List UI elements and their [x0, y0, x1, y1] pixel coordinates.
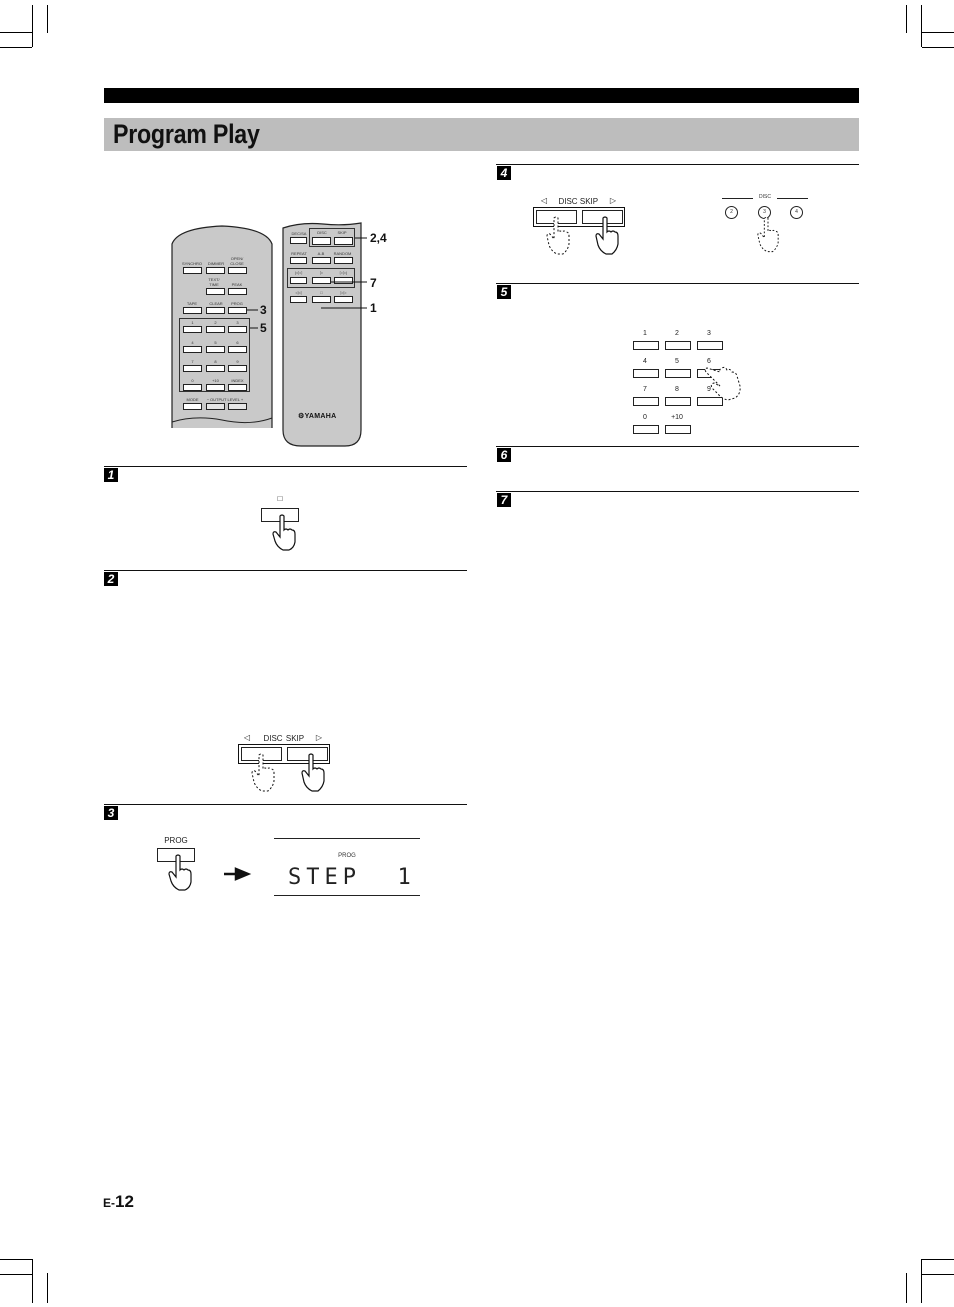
output-level-down-button[interactable]: [206, 403, 225, 410]
disc-panel-rule-right: [777, 198, 808, 199]
display-prog-indicator: PROG: [338, 853, 356, 859]
step-2-left-arrow-icon: ◁: [243, 733, 251, 742]
keypad-label-6: 6: [236, 340, 239, 345]
text-time-button[interactable]: [206, 288, 225, 295]
digit-label-3: 3: [707, 330, 711, 337]
fast-forward-icon: ▷▷: [340, 290, 347, 295]
next-track-icon: ▷▷|: [339, 270, 348, 275]
digit-button-8[interactable]: [665, 397, 691, 406]
open-close-label: OPEN/ CLOSE: [230, 256, 244, 266]
digit-label-0: 0: [643, 414, 647, 421]
repeat-label: REPEAT: [291, 251, 307, 256]
stop-symbol: □: [277, 494, 283, 503]
output-plus-label: +: [240, 397, 244, 402]
digit-button-1[interactable]: [633, 341, 659, 350]
crop-mark: [0, 32, 32, 33]
synchro-button[interactable]: [183, 267, 202, 274]
step-2-number: 2: [104, 572, 118, 586]
remote-disc-label: DISC: [317, 230, 327, 235]
hand-press-icon: [167, 854, 193, 892]
step-6-number: 6: [497, 448, 511, 462]
index-button[interactable]: [228, 384, 247, 391]
digit-label-7: 7: [643, 386, 647, 393]
disc-panel-rule-left: [722, 198, 753, 199]
index-label: INDEX: [231, 378, 244, 383]
rewind-icon: ◁◁: [295, 290, 302, 295]
keypad-button-2[interactable]: [206, 326, 225, 333]
display-panel: [274, 838, 420, 896]
page-title: Program Play: [113, 119, 260, 149]
dimmer-label: DIMMER: [207, 261, 225, 266]
prog-label: PROG: [231, 301, 243, 306]
disc-number-3: 3: [763, 209, 766, 215]
keypad-button-1[interactable]: [183, 326, 202, 333]
digit-button-5[interactable]: [665, 369, 691, 378]
step-4-skip-label: SKIP: [579, 197, 599, 206]
crop-mark: [921, 1259, 922, 1303]
keypad-button-4[interactable]: [183, 346, 202, 353]
callout-1: 1: [370, 301, 377, 315]
callout-3: 3: [260, 303, 267, 317]
step-2-right-arrow-icon: ▷: [315, 733, 323, 742]
callout-7: 7: [370, 276, 377, 290]
tape-button[interactable]: [183, 307, 202, 314]
synchro-label: SYNCHRO: [181, 261, 202, 266]
keypad-button-6[interactable]: [228, 346, 247, 353]
dimmer-button[interactable]: [206, 267, 225, 274]
prev-track-icon: |◁◁: [294, 270, 303, 275]
arrow-right-icon: [224, 868, 250, 880]
callout-5: 5: [260, 321, 267, 335]
crop-mark: [32, 1259, 33, 1303]
disc-number-2: 2: [730, 209, 733, 215]
yamaha-brand-text: YAMAHA: [304, 413, 337, 420]
step-6-rule: [496, 446, 859, 447]
step-4-disc-label: DISC: [558, 197, 578, 206]
step-3-prog-label: PROG: [164, 836, 188, 845]
digit-button-2[interactable]: [665, 341, 691, 350]
crop-mark: [32, 5, 33, 47]
digit-label-5: 5: [675, 358, 679, 365]
tape-label: TAPE: [186, 301, 198, 306]
step-4-right-arrow-icon: ▷: [609, 196, 617, 205]
crop-mark: [0, 1259, 32, 1260]
hand-dotted-icon: [756, 215, 780, 255]
header-bar: [104, 88, 859, 103]
callout-2-4: 2,4: [370, 231, 387, 245]
output-level-label: OUTPUT LEVEL: [210, 397, 240, 402]
keypad-label-8: 8: [214, 359, 217, 364]
step-4-rule: [496, 164, 859, 165]
page-number-value: 12: [115, 1192, 134, 1211]
random-label: RANDOM: [333, 251, 352, 256]
keypad-button-9[interactable]: [228, 365, 247, 372]
peak-label: PEAK: [231, 282, 243, 287]
remote-skip-label: SKIP: [337, 230, 347, 235]
digit-label-8: 8: [675, 386, 679, 393]
digit-label-plus10: +10: [671, 414, 683, 421]
keypad-button-plus10[interactable]: [206, 384, 225, 391]
disc-panel-label: DISC: [759, 194, 771, 200]
a-b-label: A-B: [317, 251, 325, 256]
hand-dotted-icon: [545, 216, 571, 256]
output-minus-label: −: [206, 397, 210, 402]
yamaha-emblem-icon: ⚙: [298, 413, 305, 420]
keypad-button-7[interactable]: [183, 365, 202, 372]
disc-number-4: 4: [795, 209, 798, 215]
step-2-rule: [104, 570, 467, 571]
crop-mark: [906, 1273, 907, 1303]
step-2-skip-label: SKIP: [285, 734, 305, 743]
crop-mark: [47, 5, 48, 33]
yamaha-logo: [298, 412, 336, 420]
display-step-text: STEP 1: [288, 865, 416, 890]
clear-label: CLEAR: [209, 301, 223, 306]
keypad-label-1: 1: [191, 320, 194, 325]
stop-icon: □: [320, 290, 323, 295]
keypad-label-3: 3: [236, 320, 239, 325]
crop-mark: [47, 1273, 48, 1303]
keypad-button-5[interactable]: [206, 346, 225, 353]
digit-button-0[interactable]: [633, 425, 659, 434]
mode-button[interactable]: [183, 403, 202, 410]
text-time-label: TEXT/ TIME: [208, 277, 220, 287]
crop-mark: [922, 47, 954, 48]
crop-mark: [0, 47, 32, 48]
hand-press-icon: [594, 216, 620, 256]
step-7-rule: [496, 491, 859, 492]
keypad-label-0: 0: [191, 378, 194, 383]
step-3-number: 3: [104, 806, 118, 820]
keypad-button-8[interactable]: [206, 365, 225, 372]
crop-mark: [906, 5, 907, 33]
digit-label-1: 1: [643, 330, 647, 337]
digit-label-9: 9: [707, 386, 711, 393]
keypad-label-plus10: +10: [212, 378, 219, 383]
step-5-rule: [496, 283, 859, 284]
crop-mark: [0, 1274, 32, 1275]
keypad-label-2: 2: [214, 320, 217, 325]
crop-mark: [921, 5, 922, 47]
keypad-button-0[interactable]: [183, 384, 202, 391]
digit-label-2: 2: [675, 330, 679, 337]
step-3-rule: [104, 804, 467, 805]
step-7-number: 7: [497, 493, 511, 507]
digit-button-4[interactable]: [633, 369, 659, 378]
clear-button[interactable]: [206, 307, 225, 314]
hand-dotted-icon: [704, 364, 744, 402]
step-2-disc-label: DISC: [263, 734, 283, 743]
step-1-number: 1: [104, 468, 118, 482]
step-4-number: 4: [497, 166, 511, 180]
digit-label-6: 6: [707, 358, 711, 365]
dec-sa-label: DEC/SA: [291, 231, 307, 236]
page-number-prefix: E-: [103, 1196, 115, 1210]
step-1-rule: [104, 466, 467, 467]
step-5-number: 5: [497, 285, 511, 299]
play-icon: ▷: [319, 270, 324, 275]
crop-mark: [922, 1259, 954, 1260]
hand-press-icon: [271, 514, 297, 552]
hand-press-icon: [300, 753, 326, 793]
keypad-label-4: 4: [191, 340, 194, 345]
page-number: [103, 1192, 134, 1212]
crop-mark: [922, 32, 954, 33]
digit-button-plus10[interactable]: [665, 425, 691, 434]
digit-button-7[interactable]: [633, 397, 659, 406]
digit-button-3[interactable]: [697, 341, 723, 350]
hand-dotted-icon: [250, 753, 276, 793]
keypad-label-9: 9: [236, 359, 239, 364]
output-level-up-button[interactable]: [228, 403, 247, 410]
keypad-label-5: 5: [214, 340, 217, 345]
digit-label-4: 4: [643, 358, 647, 365]
keypad-label-7: 7: [191, 359, 194, 364]
step-4-left-arrow-icon: ◁: [540, 196, 548, 205]
crop-mark: [922, 1274, 954, 1275]
mode-label: MODE: [186, 397, 199, 402]
